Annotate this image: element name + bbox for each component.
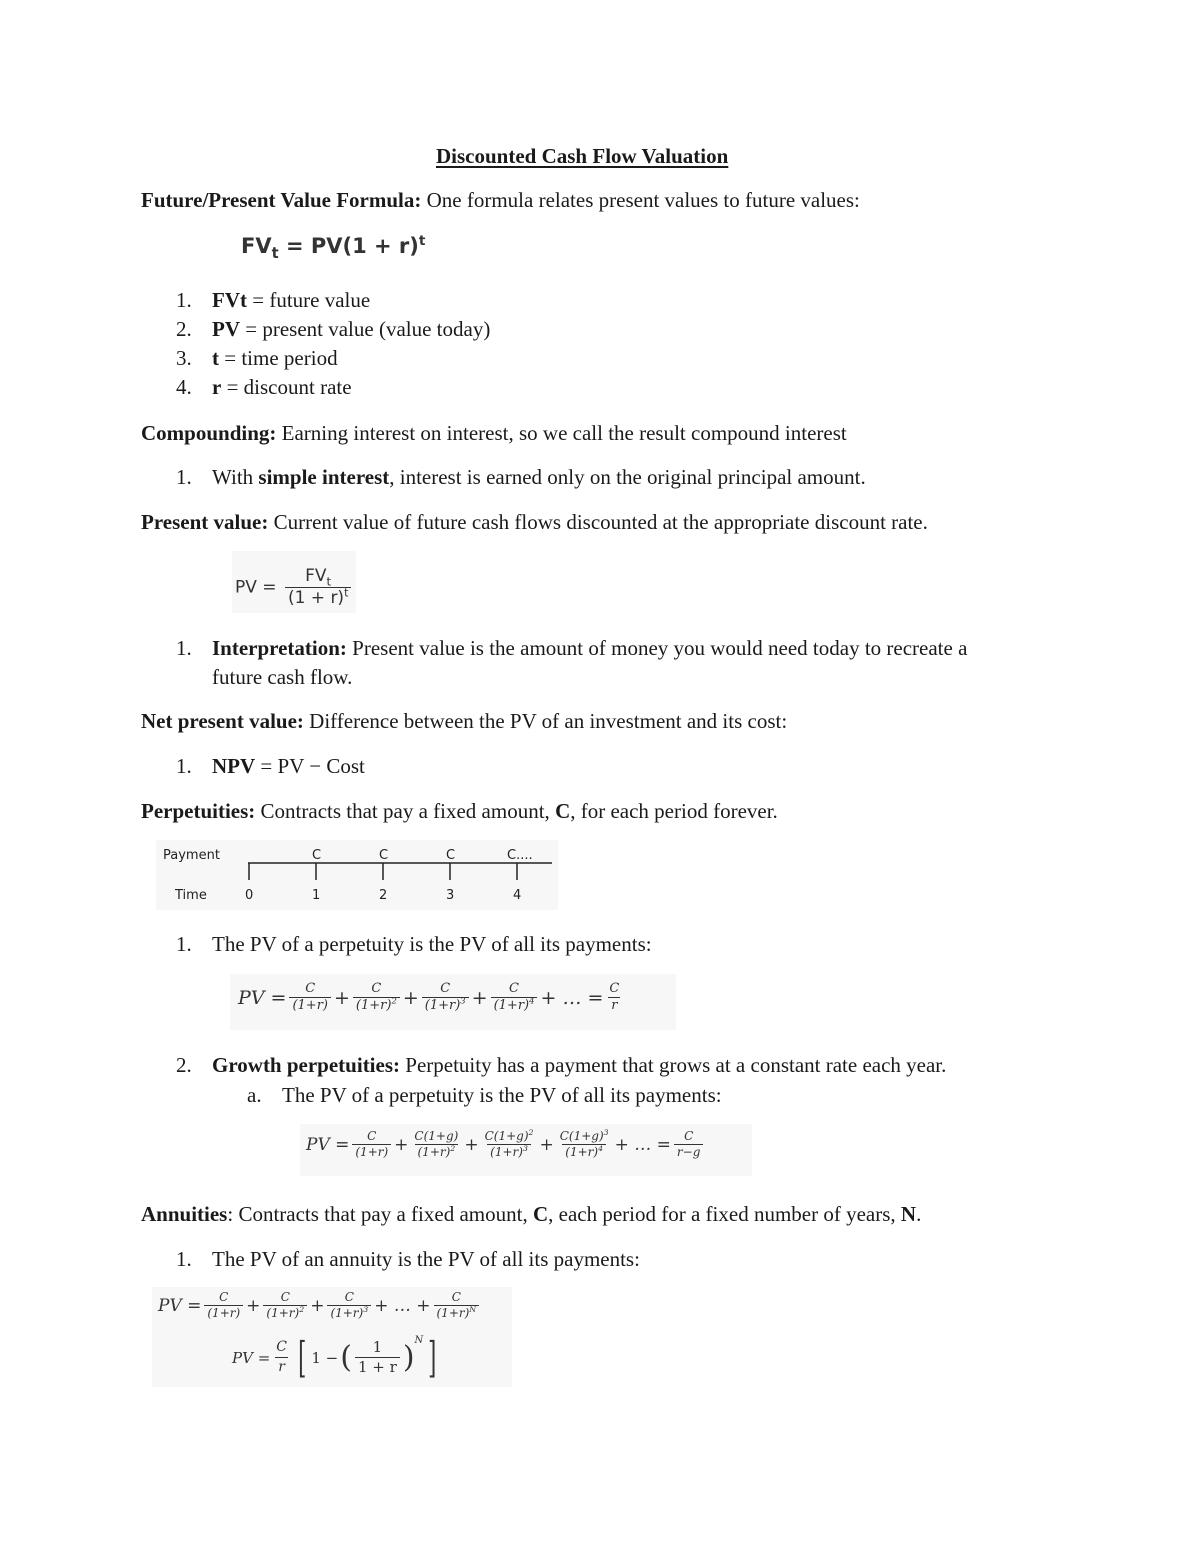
- list-def: Perpetuity has a payment that grows at a constant rate each year.: [405, 1053, 947, 1077]
- formula-c-over-r: $\frac{C}{r}$: [276, 1339, 287, 1375]
- timeline-payment: C: [446, 848, 456, 863]
- formula-term: $\frac{C(1+g)^2}{(1+r)^3}$: [484, 1128, 534, 1160]
- timeline-payment: C....: [507, 848, 533, 863]
- annuity-formula-series: [158, 1291, 482, 1321]
- npv-heading: Net present value:: [141, 709, 304, 733]
- list-term: r: [212, 375, 222, 399]
- list-term: simple interest: [258, 465, 390, 489]
- formula-dots: + … +: [374, 1295, 431, 1316]
- formula-plus: +: [334, 987, 350, 1010]
- perpetuities-text-pre: Contracts that pay a fixed amount,: [255, 799, 556, 823]
- list-def: = discount rate: [221, 375, 352, 399]
- pv-num: FV: [305, 566, 327, 586]
- list-def: Present value is the amount of money you would need today to recreate a: [346, 636, 968, 660]
- timeline-tick: 3: [446, 888, 455, 903]
- timeline-axis: [156, 840, 558, 910]
- list-number: 1.: [176, 1247, 192, 1271]
- list-post: , interest is earned only on the original principal amount.: [389, 465, 866, 489]
- fv-formula-exp: t: [418, 233, 426, 249]
- formula-term: $\frac{C}{(1+r)}$: [352, 1130, 391, 1160]
- list-item: The PV of an annuity is the PV of all its payments:: [212, 1247, 640, 1271]
- formula-term: $\frac{C(1+g)^3}{(1+r)^4}$: [559, 1128, 609, 1160]
- formula-lhs: PV =: [232, 1348, 271, 1367]
- annuities-text-n: N: [900, 1202, 917, 1226]
- left-paren: (: [340, 1340, 352, 1375]
- timeline-time-label: Time: [175, 888, 207, 903]
- formula-term: $\frac{C}{(1+r)}$: [289, 982, 331, 1014]
- annuities-text-post: .: [916, 1202, 922, 1226]
- list-item: [212, 464, 866, 490]
- list-item: [212, 374, 352, 400]
- perpetuities-paragraph: [141, 798, 778, 824]
- formula-plus: +: [471, 987, 488, 1010]
- list-term: Growth perpetuities:: [212, 1053, 406, 1077]
- formula-plus: +: [402, 987, 419, 1010]
- formula-term: $\frac{C}{(1+r)^N}$: [434, 1291, 480, 1321]
- perpetuities-heading: Perpetuities:: [141, 799, 256, 823]
- compounding-paragraph: [141, 420, 847, 446]
- list-number: 1.: [176, 465, 192, 489]
- list-term: Interpretation:: [212, 636, 347, 660]
- compounding-text: Earning interest on interest, so we call the result compound interest: [276, 421, 847, 445]
- timeline-tick: 0: [245, 888, 254, 903]
- pv-den-exp: t: [344, 586, 349, 600]
- sublist-letter: a.: [247, 1083, 262, 1107]
- npv-text: Difference between the PV of an investment and its cost:: [303, 709, 788, 733]
- list-term: t: [212, 346, 219, 370]
- growth-perpetuity-formula-image: [300, 1124, 752, 1176]
- list-number: 1.: [176, 288, 192, 312]
- list-term: NPV: [212, 754, 256, 778]
- list-number: 3.: [176, 346, 192, 370]
- list-def: = PV − Cost: [255, 754, 365, 778]
- timeline-tick: 2: [379, 888, 388, 903]
- pv-formula-lhs: PV =: [235, 577, 277, 598]
- perpetuities-text-c: C: [555, 799, 571, 823]
- formula-term: $\frac{C}{(1+r)^4}$: [491, 982, 538, 1014]
- pv-num-sub: t: [326, 574, 332, 589]
- list-continuation: future cash flow.: [212, 665, 353, 689]
- page-title: Discounted Cash Flow Valuation: [436, 144, 729, 168]
- compounding-heading: Compounding:: [141, 421, 277, 445]
- formula-term: $\frac{C}{(1+r)^2}$: [263, 1291, 307, 1321]
- present-value-text: Current value of future cash flows discounted at the appropriate discount rate.: [268, 510, 928, 534]
- timeline-payment-label: Payment: [163, 848, 220, 863]
- formula-plus: +: [310, 1295, 325, 1316]
- pv-formula: [235, 567, 354, 608]
- list-item: [212, 345, 338, 371]
- formula-one-minus: 1 −: [311, 1348, 339, 1367]
- fv-paragraph: [141, 187, 860, 213]
- formula-plus: +: [464, 1134, 479, 1155]
- growth-perpetuity-formula: [306, 1130, 706, 1160]
- fv-text: One formula relates present values to future values:: [421, 188, 860, 212]
- list-term: FVt: [212, 288, 247, 312]
- formula-plus: +: [539, 1134, 554, 1155]
- list-item: [212, 635, 967, 661]
- formula-term: $\frac{C(1+g)}{(1+r)^2}$: [414, 1129, 459, 1160]
- annuity-formula-closed: [232, 1333, 441, 1382]
- fv-formula-rhs: = PV(1 + r): [285, 234, 419, 258]
- formula-term: $\frac{C}{(1+r)^3}$: [327, 1291, 371, 1321]
- perpetuities-text-post: , for each period forever.: [570, 799, 778, 823]
- list-item: [212, 287, 370, 313]
- annuity-formula-image: [152, 1287, 512, 1387]
- list-number: 2.: [176, 1053, 192, 1077]
- formula-plus: +: [246, 1295, 261, 1316]
- timeline-diagram: [156, 840, 558, 910]
- list-term: PV: [212, 317, 240, 341]
- formula-term: $\frac{C}{(1+r)}$: [204, 1291, 243, 1321]
- fv-heading: Future/Present Value Formula:: [141, 188, 422, 212]
- pv-fraction: [285, 567, 351, 608]
- formula-final: $\frac{C}{r}$: [609, 981, 620, 1014]
- right-paren: ): [402, 1340, 415, 1375]
- list-def: = future value: [247, 288, 371, 312]
- formula-tail: + … =: [540, 987, 604, 1010]
- annuities-text-c: C: [532, 1202, 549, 1226]
- fv-formula-lhs: FV: [241, 234, 272, 258]
- list-number: 4.: [176, 375, 192, 399]
- list-def: = present value (value today): [240, 317, 491, 341]
- left-bracket: [: [298, 1333, 307, 1382]
- timeline-payment: C: [379, 848, 389, 863]
- list-item: [212, 1052, 946, 1078]
- fv-formula: [241, 233, 426, 263]
- formula-inner-fraction: $\frac{1}{1 + r}$: [355, 1339, 400, 1376]
- present-value-heading: Present value:: [141, 510, 269, 534]
- timeline-tick: 4: [513, 888, 522, 903]
- annuities-heading: Annuities: [141, 1202, 228, 1226]
- annuities-text-pre: : Contracts that pay a fixed amount,: [227, 1202, 533, 1226]
- npv-paragraph: [141, 708, 787, 734]
- formula-final: $\frac{C}{r-g}$: [674, 1130, 703, 1160]
- fv-formula-sub: t: [271, 245, 279, 263]
- sublist-item: The PV of a perpetuity is the PV of all its payments:: [282, 1083, 722, 1107]
- list-item: [212, 316, 490, 342]
- formula-lhs: PV =: [238, 987, 287, 1010]
- formula-lhs: PV =: [306, 1134, 350, 1155]
- annuities-text-mid: , each period for a fixed number of years,: [548, 1202, 901, 1226]
- list-number: 1.: [176, 636, 192, 660]
- formula-term: $\frac{C}{(1+r)^3}$: [422, 982, 469, 1014]
- timeline-tick: 1: [312, 888, 321, 903]
- perpetuity-formula-image: [230, 974, 676, 1030]
- list-number: 1.: [176, 754, 192, 778]
- pv-den: (1 + r): [287, 587, 345, 608]
- list-item: The PV of a perpetuity is the PV of all its payments:: [212, 932, 652, 956]
- formula-lhs: PV =: [158, 1295, 202, 1316]
- list-item: [212, 753, 365, 779]
- perpetuity-formula: [238, 982, 625, 1014]
- pv-formula-image: [232, 551, 356, 613]
- formula-term: $\frac{C}{(1+r)^2}$: [353, 982, 400, 1014]
- formula-exp: N: [414, 1335, 424, 1346]
- formula-plus: +: [394, 1134, 409, 1155]
- present-value-paragraph: [141, 509, 928, 535]
- annuities-paragraph: [141, 1201, 921, 1227]
- list-pre: With: [212, 465, 259, 489]
- list-def: = time period: [219, 346, 338, 370]
- timeline-payment: C: [312, 848, 322, 863]
- list-number: 2.: [176, 317, 192, 341]
- formula-tail: + … =: [614, 1134, 671, 1155]
- right-bracket: ]: [428, 1333, 437, 1382]
- list-number: 1.: [176, 932, 192, 956]
